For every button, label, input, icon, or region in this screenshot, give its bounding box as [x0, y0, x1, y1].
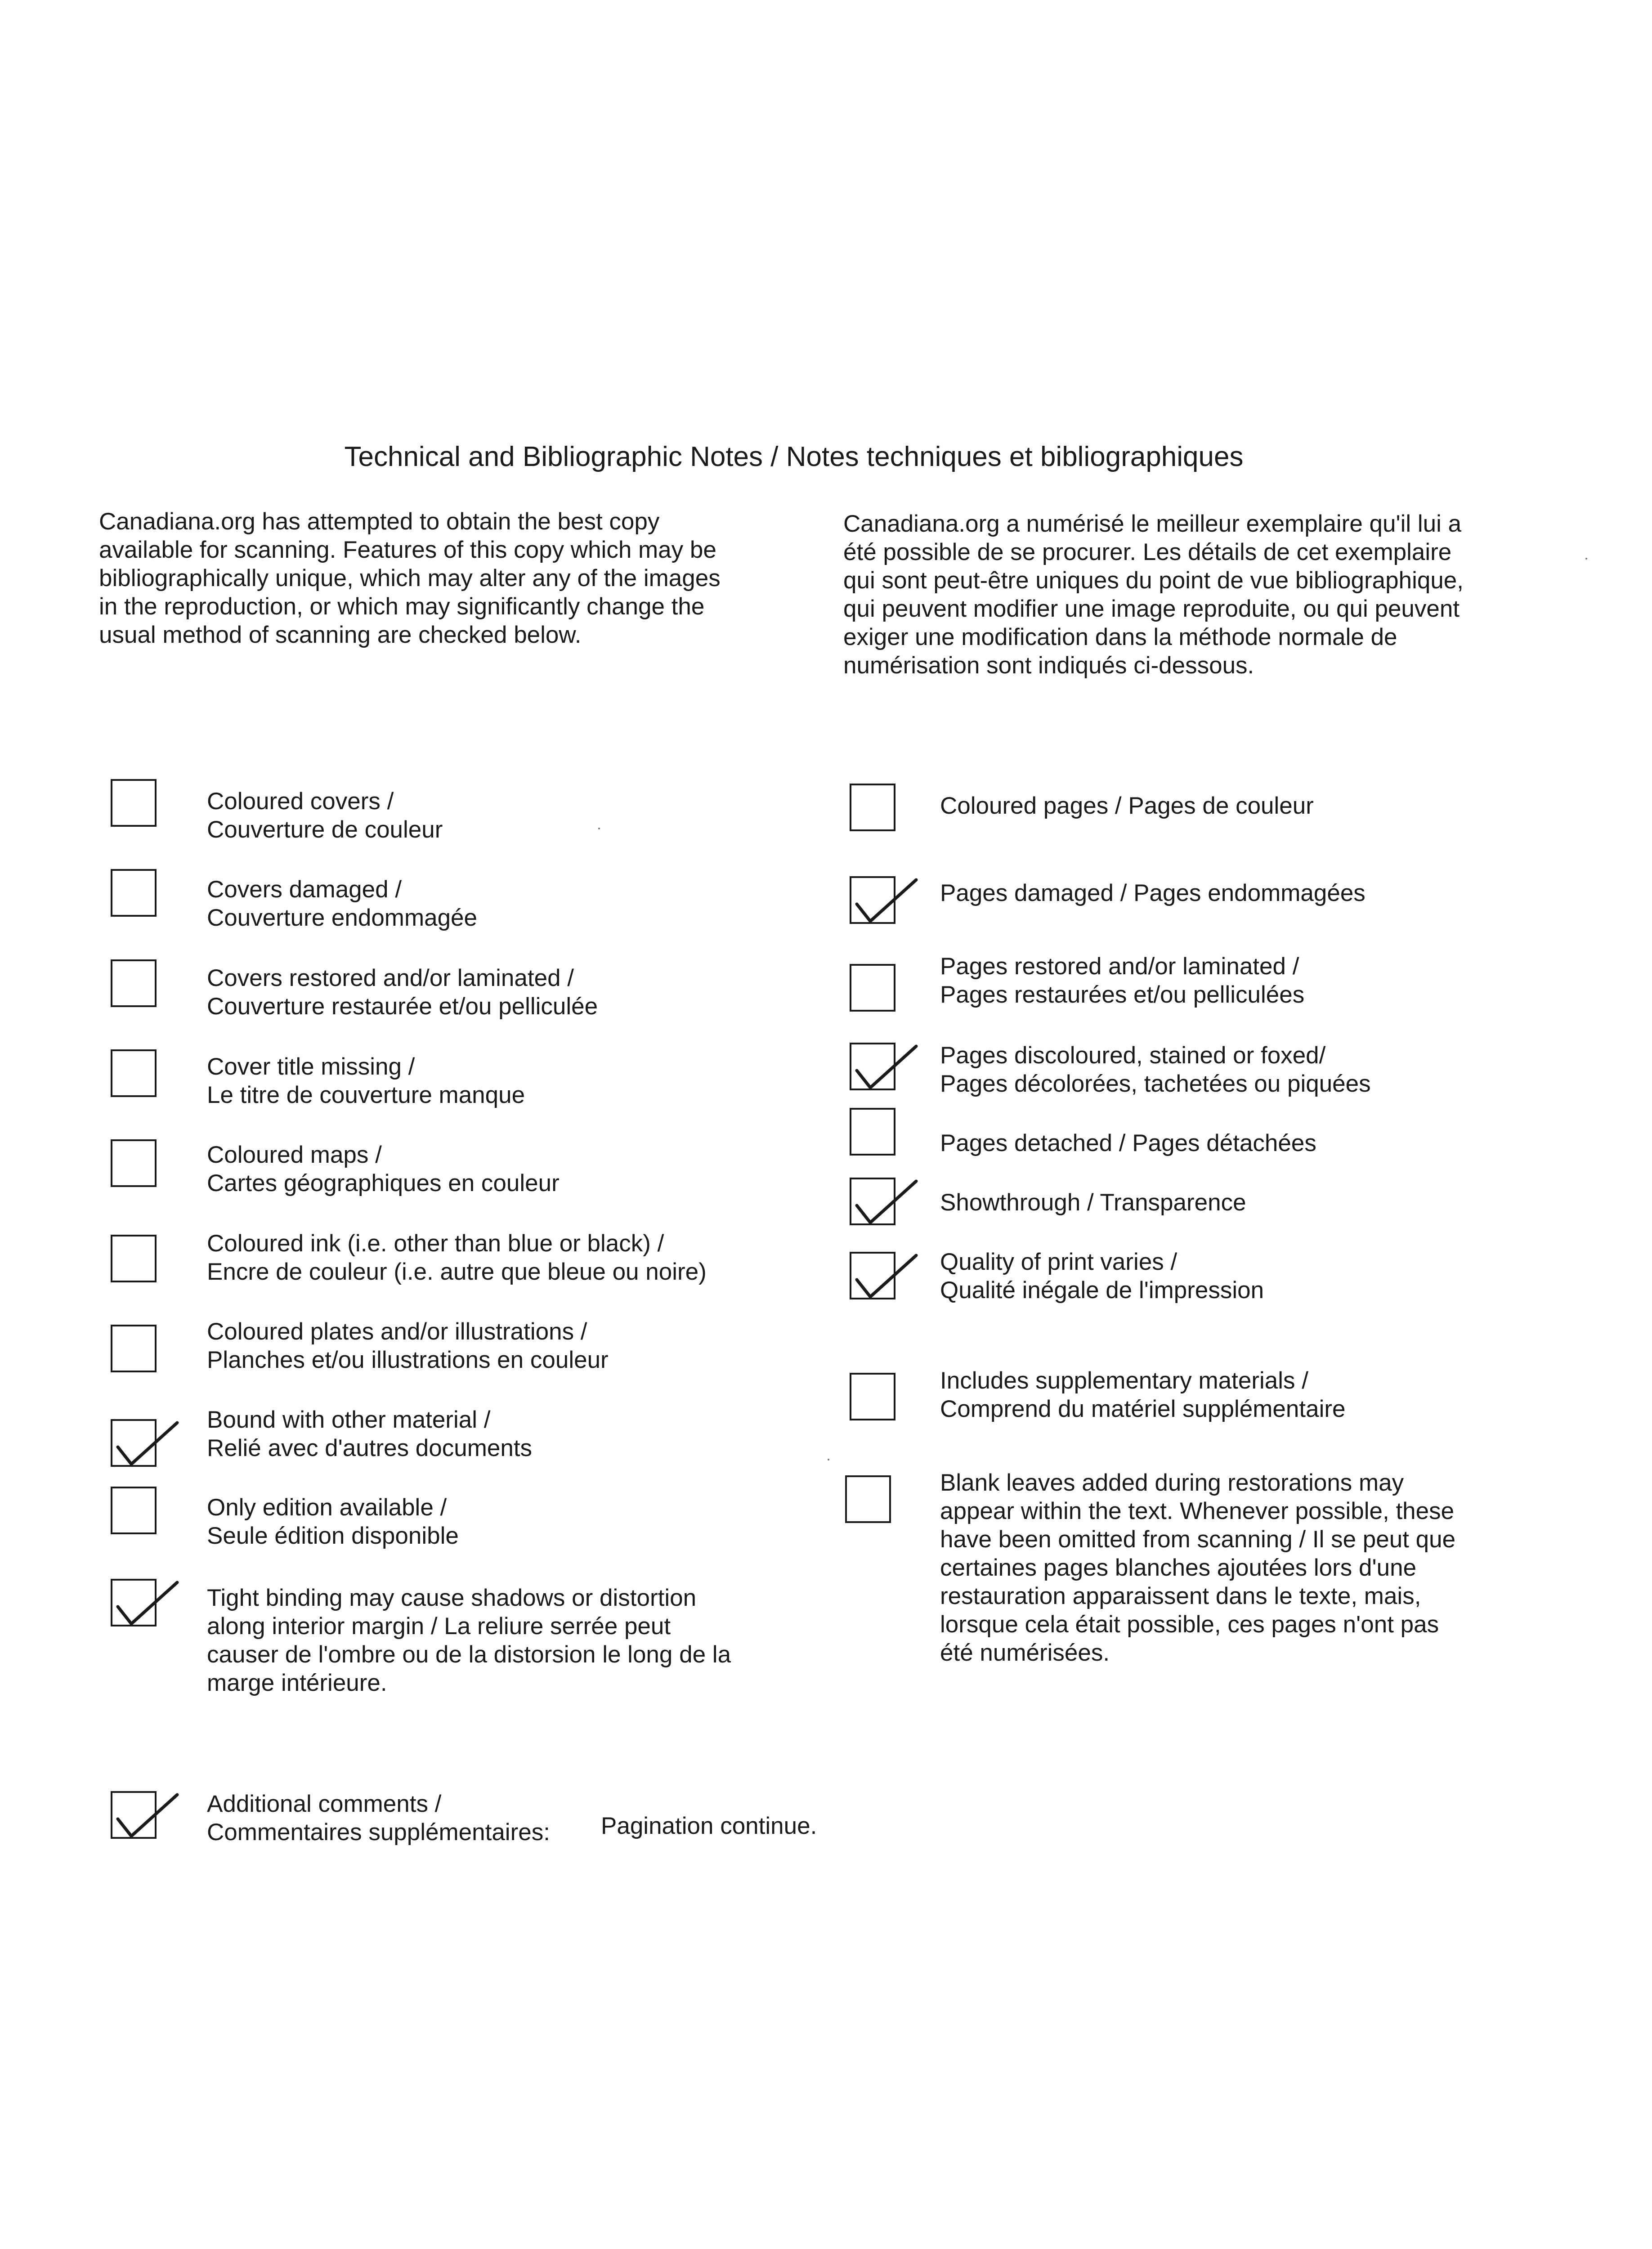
label-covers-damaged: Covers damaged / Couverture endommagée — [207, 876, 478, 931]
label-additional-comments: Additional comments / Commentaires supplémentaires: — [207, 1791, 550, 1846]
checkmark-icon — [849, 1017, 930, 1098]
checkmark-icon — [849, 1226, 930, 1307]
checkbox-coloured-maps[interactable] — [111, 1139, 157, 1187]
label-pages-detached: Pages detached / Pages détachées — [940, 1130, 1316, 1156]
intro-english: Canadiana.org has attempted to obtain the best copy available for scanning. Features of this copy which may be bibliographically unique, which may alter any of the images in the reproduction, or which may significantly change the usual method of scanning are checked below. — [99, 508, 721, 648]
checkbox-blank-leaves[interactable] — [845, 1475, 891, 1523]
scan-speck — [1585, 558, 1587, 560]
checkbox-coloured-covers[interactable] — [111, 779, 157, 827]
intro-french: Canadiana.org a numérisé le meilleur exemplaire qu'il lui a été possible de se procurer. Les détails de cet exemplaire qui sont peut-être uniques du point de vue bibliographique, qui peuvent modifier une image reproduite, ou qui peuvent exiger une modification dans la méthode normale de numérisation sont indiqués ci-dessous. — [843, 511, 1464, 679]
checkmark-icon — [110, 1765, 191, 1846]
checkbox-supplementary-materials[interactable] — [850, 1373, 895, 1420]
checkbox-covers-damaged[interactable] — [111, 869, 157, 917]
label-bound-with-other-material: Bound with other material / Relié avec d'autres documents — [207, 1407, 533, 1461]
label-coloured-plates: Coloured plates and/or illustrations / Planches et/ou illustrations en couleur — [207, 1318, 609, 1373]
checkbox-pages-damaged[interactable] — [850, 876, 895, 924]
label-coloured-maps: Coloured maps / Cartes géographiques en couleur — [207, 1142, 560, 1196]
checkbox-pages-restored[interactable] — [850, 964, 895, 1012]
checkmark-icon — [849, 1151, 930, 1232]
label-coloured-pages: Coloured pages / Pages de couleur — [940, 793, 1314, 819]
label-quality-of-print: Quality of print varies / Qualité inégale de l'impression — [940, 1249, 1264, 1304]
label-supplementary-materials: Includes supplementary materials / Comprend du matériel supplémentaire — [940, 1367, 1346, 1422]
checkbox-showthrough[interactable] — [850, 1178, 895, 1225]
checkbox-bound-with-other-material[interactable] — [111, 1419, 157, 1467]
checkbox-cover-title-missing[interactable] — [111, 1049, 157, 1097]
checkbox-additional-comments[interactable] — [111, 1791, 157, 1839]
checkbox-coloured-ink[interactable] — [111, 1235, 157, 1282]
additional-comments-value: Pagination continue. — [601, 1813, 817, 1839]
label-blank-leaves: Blank leaves added during restorations may appear within the text. Whenever possible, these have been omitted from scanning / Il se peut que certaines pages blanches ajoutées lors d'une restauration apparaissent dans le texte, mais, lorsque cela était possible, ces pages n'ont pas été numérisées. — [940, 1469, 1456, 1666]
page-title: Technical and Bibliographic Notes / Notes techniques et bibliographiques — [344, 441, 1244, 472]
checkbox-tight-binding[interactable] — [111, 1579, 157, 1626]
checkmark-icon — [849, 850, 930, 931]
checkbox-covers-restored[interactable] — [111, 959, 157, 1007]
label-coloured-ink: Coloured ink (i.e. other than blue or black) / Encre de couleur (i.e. autre que bleue ou noire) — [207, 1230, 707, 1285]
label-coloured-covers: Coloured covers / Couverture de couleur — [207, 788, 443, 843]
checkbox-pages-detached[interactable] — [850, 1108, 895, 1156]
label-pages-damaged: Pages damaged / Pages endommagées — [940, 880, 1365, 906]
scan-speck — [828, 1459, 829, 1461]
label-pages-discoloured: Pages discoloured, stained or foxed/ Pages décolorées, tachetées ou piquées — [940, 1042, 1371, 1097]
checkmark-icon — [110, 1393, 191, 1474]
checkbox-only-edition[interactable] — [111, 1487, 157, 1534]
checkbox-coloured-plates[interactable] — [111, 1325, 157, 1372]
scan-speck — [598, 828, 600, 829]
label-pages-restored: Pages restored and/or laminated / Pages restaurées et/ou pelliculées — [940, 953, 1305, 1008]
label-tight-binding: Tight binding may cause shadows or distortion along interior margin / La reliure serrée peut causer de l'ombre ou de la distorsion le long de la marge intérieure. — [207, 1585, 731, 1696]
label-only-edition: Only edition available / Seule édition disponible — [207, 1494, 459, 1549]
label-cover-title-missing: Cover title missing / Le titre de couverture manque — [207, 1053, 525, 1108]
label-showthrough: Showthrough / Transparence — [940, 1189, 1246, 1216]
label-covers-restored: Covers restored and/or laminated / Couverture restaurée et/ou pelliculée — [207, 965, 598, 1020]
checkbox-coloured-pages[interactable] — [850, 784, 895, 831]
checkbox-pages-discoloured[interactable] — [850, 1043, 895, 1090]
checkbox-quality-of-print[interactable] — [850, 1252, 895, 1299]
checkmark-icon — [110, 1553, 191, 1634]
